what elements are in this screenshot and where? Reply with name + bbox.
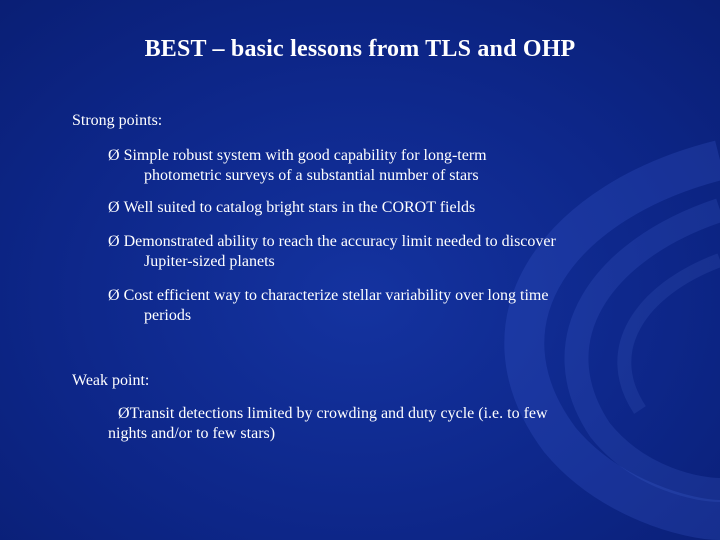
arrow-bullet-icon: Ø bbox=[118, 405, 130, 422]
arrow-bullet-icon: Ø bbox=[108, 287, 120, 304]
arrow-bullet-icon: Ø bbox=[108, 199, 120, 216]
bullet-text-line2: Jupiter-sized planets bbox=[144, 253, 275, 270]
bullet-text-line1: Demonstrated ability to reach the accuracy limit needed to discover bbox=[123, 233, 556, 250]
weak-point-label: Weak point: bbox=[72, 372, 150, 389]
bullet-text-line1: Cost efficient way to characterize stellar variability over long time bbox=[123, 287, 549, 304]
bullet-text-line2: photometric surveys of a substantial number of stars bbox=[144, 167, 479, 184]
strong-point-4 bbox=[108, 286, 688, 326]
strong-point-1 bbox=[108, 146, 668, 186]
bullet-text-line1: Well suited to catalog bright stars in the COROT fields bbox=[123, 199, 476, 216]
strong-point-3 bbox=[108, 232, 688, 272]
bullet-text-line1: Simple robust system with good capability for long-term bbox=[123, 147, 487, 164]
strong-points-label: Strong points: bbox=[72, 112, 163, 129]
arrow-bullet-icon: Ø bbox=[108, 147, 120, 164]
weak-point-1 bbox=[108, 404, 668, 444]
slide-title: BEST – basic lessons from TLS and OHP bbox=[144, 36, 576, 62]
bullet-text-line2: periods bbox=[144, 307, 192, 324]
bullet-text-line2: nights and/or to few stars) bbox=[108, 425, 276, 442]
bullet-text-line1: Transit detections limited by crowding and duty cycle (i.e. to few bbox=[129, 405, 548, 422]
arrow-bullet-icon: Ø bbox=[108, 233, 120, 250]
strong-point-2 bbox=[108, 198, 668, 218]
